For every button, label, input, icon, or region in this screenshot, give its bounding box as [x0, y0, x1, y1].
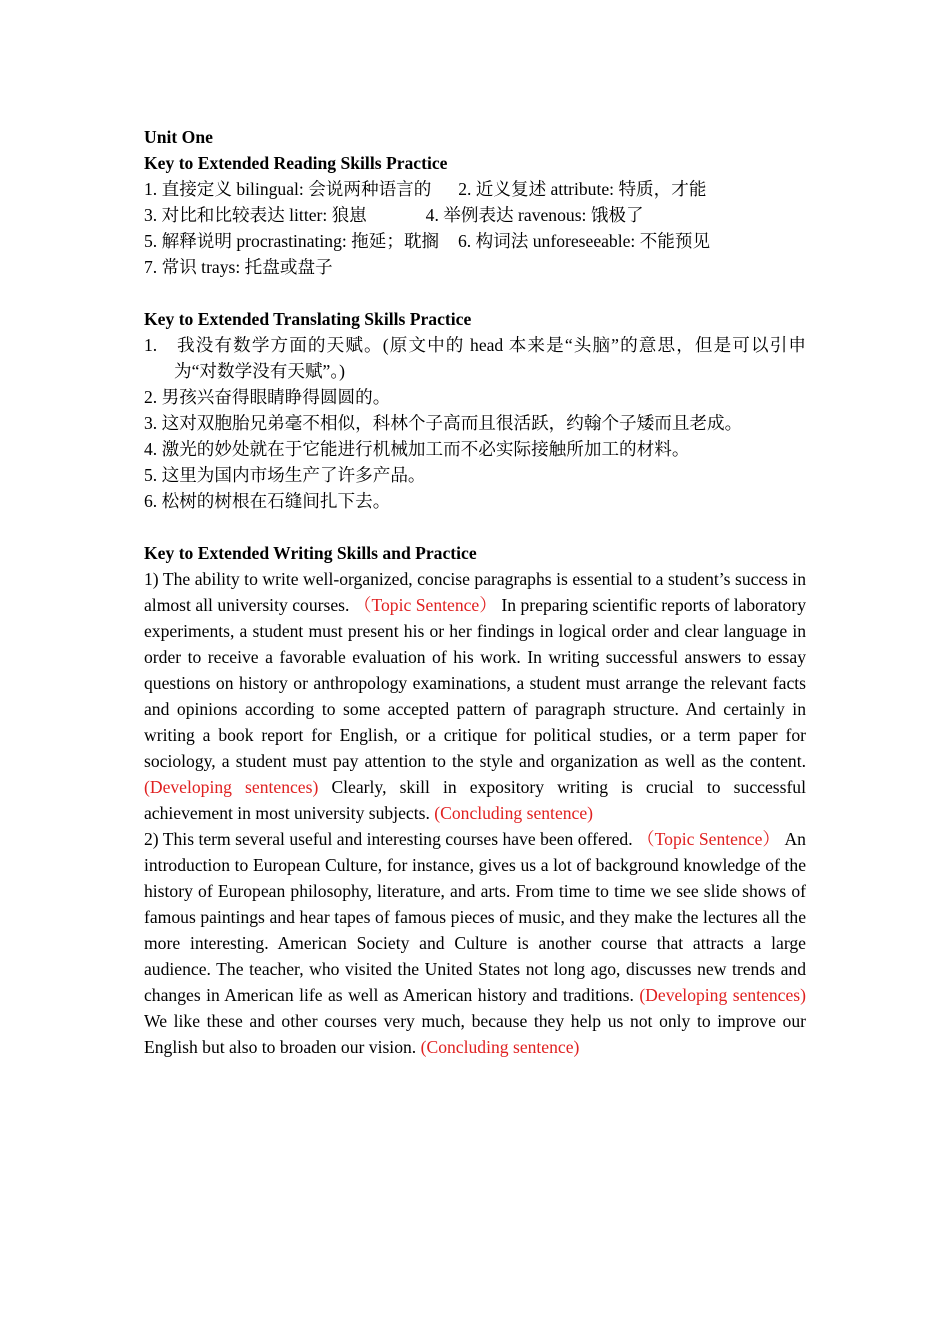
reading-item: 1. 直接定义 bilingual: 会说两种语言的	[144, 179, 432, 199]
writing-paragraph-1	[144, 566, 806, 826]
concluding-sentence-label: (Concluding sentence)	[420, 1037, 580, 1057]
sentence: Clearly, skill in expository writing is crucial to successful achievement in most university subjects.	[144, 777, 806, 823]
translating-item: 3. 这对双胞胎兄弟毫不相似，科林个子高而且很活跃，约翰个子矮而且老成。	[144, 413, 743, 433]
reading-row	[144, 176, 806, 202]
reading-row	[144, 202, 806, 228]
reading-item: 2. 近义复述 attribute: 特质，才能	[458, 179, 707, 199]
topic-sentence-label: （Topic Sentence）	[353, 595, 497, 615]
unit-title: Unit One	[144, 127, 213, 147]
developing-sentences-label: (Developing sentences)	[144, 777, 319, 797]
sentence: We like these and other courses very much, because they help us not only to improve our English but also to broaden our vision.	[144, 1011, 806, 1057]
translating-item: 6. 松树的树根在石缝间扎下去。	[144, 491, 391, 511]
translating-item: 2. 男孩兴奋得眼睛睁得圆圆的。	[144, 387, 391, 407]
writing-heading: Key to Extended Writing Skills and Practice	[144, 543, 477, 563]
reading-row	[144, 254, 806, 280]
translating-item: 5. 这里为国内市场生产了许多产品。	[144, 465, 426, 485]
reading-item: 3. 对比和比较表达 litter: 狼崽	[144, 205, 367, 225]
reading-row	[144, 228, 806, 254]
translating-heading: Key to Extended Translating Skills Practice	[144, 309, 472, 329]
translating-item: 4. 激光的妙处就在于它能进行机械加工而不必实际接触所加工的材料。	[144, 439, 690, 459]
reading-heading: Key to Extended Reading Skills Practice	[144, 153, 448, 173]
topic-sentence-label: （Topic Sentence）	[637, 829, 781, 849]
concluding-sentence-label: (Concluding sentence)	[434, 803, 594, 823]
reading-item: 7. 常识 trays: 托盘或盘子	[144, 257, 333, 277]
writing-paragraph-2	[144, 826, 806, 1060]
sentence: In preparing scientific reports of laboratory experiments, a student must present his or her findings in logical order and clear language in order to receive a favorable evaluation of his work. In writing successful answers to essay questions on history or anthropology examinations, a student must arrange the relevant facts and opinions according to some accepted pattern of paragraph structure. And certainly in writing a book report for English, or a critique for political studies, or a term paper for sociology, a student must pay attention to the style and organization as well as the content.	[144, 595, 806, 771]
reading-item: 5. 解释说明 procrastinating: 拖延；耽搁	[144, 231, 440, 251]
developing-sentences-label: (Developing sentences)	[639, 985, 806, 1005]
reading-item: 4. 举例表达 ravenous: 饿极了	[425, 205, 644, 225]
translating-item: 1. 我没有数学方面的天赋。(原文中的 head 本来是“头脑”的意思，但是可以引申为“对数学没有天赋”。)	[144, 335, 806, 381]
document-content	[144, 124, 806, 1060]
sentence: 2) This term several useful and interesting courses have been offered.	[144, 829, 633, 849]
reading-item: 6. 构词法 unforeseeable: 不能预见	[457, 231, 711, 251]
sentence: An introduction to European Culture, for instance, gives us a lot of background knowledge of the history of European philosophy, literature, and arts. From time to time we see slide shows of famous paintings and hear tapes of famous pieces of music, and they make the lectures all the more interesting. American Society and Culture is another course that attracts a large audience. The teacher, who visited the United States not long ago, discusses new trends and changes in American life as well as American history and traditions.	[144, 829, 806, 1005]
sentence: 1) The ability to write well-organized, concise paragraphs is essential to a student’s success in almost all university courses.	[144, 569, 806, 615]
